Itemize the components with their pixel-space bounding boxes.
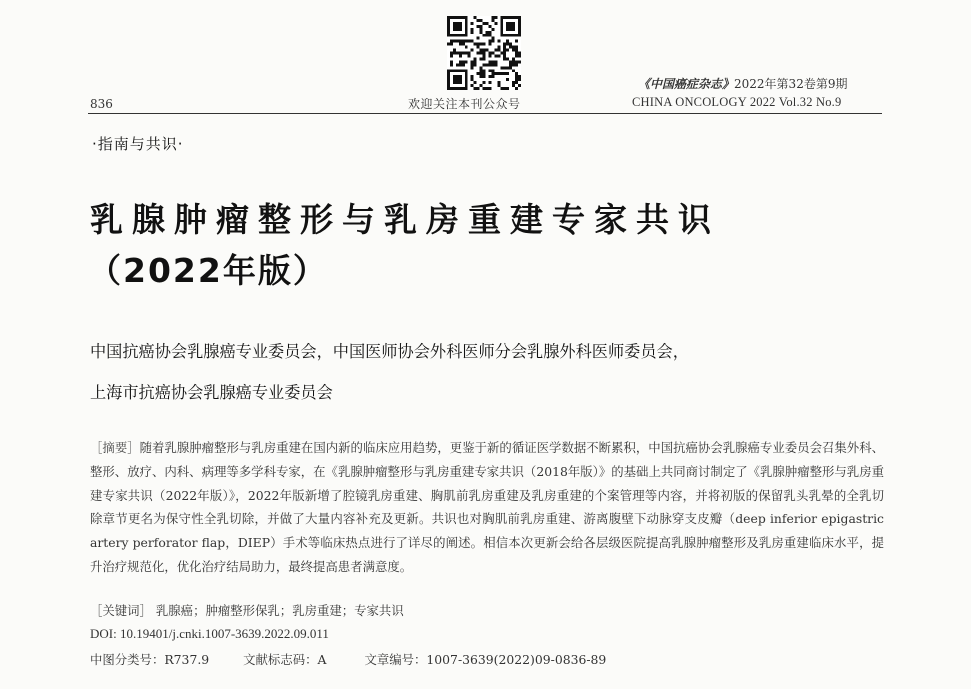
- header-divider: [88, 113, 882, 114]
- authors-line-1: 中国抗癌协会乳腺癌专业委员会，中国医师协会外科医师分会乳腺外科医师委员会，: [90, 342, 689, 361]
- page-number: 836: [90, 97, 113, 111]
- journal-issue: 2022年第32卷第9期: [734, 77, 848, 91]
- journal-issue-en: CHINA ONCOLOGY 2022 Vol.32 No.9: [632, 95, 842, 109]
- classification-row: [90, 650, 606, 668]
- keywords-text: 乳腺癌；肿瘤整形保乳；乳房重建；专家共识: [155, 603, 404, 618]
- doc-code-value: A: [317, 652, 327, 667]
- doc-code-label: 文献标志码：: [243, 652, 318, 667]
- abstract-label: ［摘要］: [90, 440, 140, 455]
- keywords-label: ［关键词］: [90, 603, 152, 618]
- doi[interactable]: DOI: 10.19401/j.cnki.1007-3639.2022.09.011: [90, 626, 329, 641]
- clc-value: R737.9: [164, 652, 210, 667]
- section-tag: ·指南与共识·: [92, 135, 184, 153]
- qr-caption: 欢迎关注本刊公众号: [408, 97, 521, 111]
- keywords: [90, 601, 404, 619]
- journal-issue-cn: [638, 75, 847, 92]
- abstract: [90, 436, 884, 579]
- journal-name-cn: 《中国癌症杂志》: [638, 77, 735, 91]
- article-no-label: 文章编号：: [364, 652, 427, 667]
- article-title: 乳腺肿瘤整形与乳房重建专家共识: [90, 200, 720, 239]
- abstract-text: 随着乳腺肿瘤整形与乳房重建在国内新的临床应用趋势，更鉴于新的循证医学数据不断累积，中国抗癌协会乳腺癌专业委员会召集外科、整形、放疗、内科、病理等多学科专家，在《乳腺肿瘤整形与乳房重建专家共识（2018年版）》的基础上共同商讨制定了《乳腺肿瘤整形与乳房重建专家共识（2022年版）》，2022年版新增了腔镜乳房重建、胸肌前乳房重建及乳房重建的个案管理等内容，并将初版的保留乳头乳晕的全乳切除章节更名为保守性全乳切除，并做了大量内容补充及更新。共识也对胸肌前乳房重建、游离腹壁下动脉穿支皮瓣（deep inferior epigastric artery perforator flap，DIEP）手术等临床热点进行了详尽的阐述。相信本次更新会给各层级医院提高乳腺肿瘤整形及乳房重建临床水平，提升治疗规范化，优化治疗结局助力，最终提高患者满意度。: [90, 440, 885, 574]
- qr-code-icon[interactable]: [447, 16, 521, 90]
- article-title-edition: （2022年版）: [88, 251, 328, 290]
- clc-label: 中图分类号：: [90, 652, 165, 667]
- authors-line-2: 上海市抗癌协会乳腺癌专业委员会: [90, 383, 333, 402]
- article-no-value: 1007-3639(2022)09-0836-89: [426, 652, 607, 667]
